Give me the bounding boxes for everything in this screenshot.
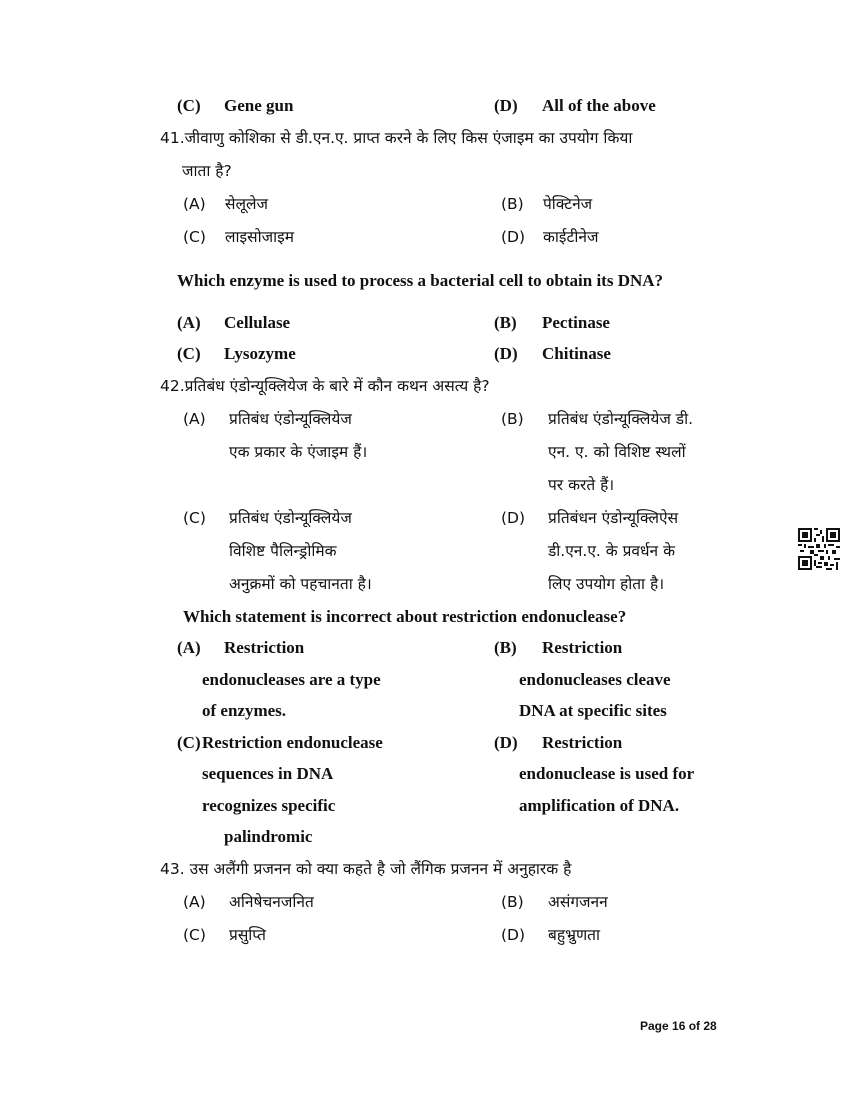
q42-hi-option-c-line3: अनुक्रमों को पहचानता है।	[229, 575, 372, 593]
q42-en-option-c-line4: palindromic	[224, 827, 313, 846]
q42-hi-option-b-line2: एन. ए. को विशिष्ट स्थलों	[548, 443, 686, 461]
q43-hi-option-d-text: बहुभ्रुणता	[548, 926, 601, 944]
q41-hindi-question-line1: 41.जीवाणु कोशिका से डी.एन.ए. प्राप्त करने के लिए किस एंजाइम का उपयोग किया	[160, 129, 633, 147]
q41-hi-option-a-text: सेलूलेज	[225, 195, 268, 213]
q42-en-option-b-line2: endonucleases cleave	[519, 670, 671, 689]
q41-english-question: Which enzyme is used to process a bacterial cell to obtain its DNA?	[177, 271, 664, 290]
q43-hindi-question: 43. उस अलैंगी प्रजनन को क्या कहते है जो लैंगिक प्रजनन में अनुहारक है	[160, 860, 572, 878]
q42-en-option-b-label: (B)	[494, 638, 517, 657]
qr-code-icon	[798, 528, 840, 570]
q43-hi-option-b-label: (B)	[501, 893, 524, 911]
q42-hi-option-a-line2: एक प्रकार के एंजाइम हैं।	[229, 443, 368, 461]
q42-hi-option-d-line2: डी.एन.ए. के प्रवर्धन के	[548, 542, 675, 560]
q42-hi-option-c-label: (C)	[183, 509, 206, 527]
q41-hi-option-d-text: काईटीनेज	[543, 228, 599, 246]
q43-hi-option-d-label: (D)	[501, 926, 526, 944]
q42-hi-option-d-label: (D)	[501, 509, 526, 527]
q42-en-option-b-line3: DNA at specific sites	[519, 701, 667, 720]
q42-hi-option-a-label: (A)	[183, 410, 206, 428]
q42-en-option-a-line2: endonucleases are a type	[202, 670, 381, 689]
q43-hi-option-b-text: असंगजनन	[548, 893, 608, 911]
q43-hi-option-a-text: अनिषेचनजनित	[229, 893, 314, 911]
q42-hi-option-a-line1: प्रतिबंध एंडोन्यूक्लियेज	[229, 410, 352, 428]
q41-hindi-question-line2: जाता है?	[182, 162, 232, 180]
q42-en-option-a-label: (A)	[177, 638, 201, 657]
q41-en-option-d-label: (D)	[494, 344, 518, 363]
q42-hi-option-d-line1: प्रतिबंधन एंडोन्यूक्लिऐस	[548, 509, 679, 527]
q41-hi-option-d-label: (D)	[501, 228, 526, 246]
q42-en-option-d-line1: Restriction	[542, 733, 623, 752]
q42-hi-option-b-line1: प्रतिबंध एंडोन्यूक्लियेज डी.	[548, 410, 694, 428]
q42-en-option-c-line1: Restriction endonuclease	[202, 733, 383, 752]
q40-option-c-label: (C)	[177, 96, 201, 115]
q41-en-option-d-text: Chitinase	[542, 344, 611, 363]
q41-en-option-c-label: (C)	[177, 344, 201, 363]
q42-en-option-a-line3: of enzymes.	[202, 701, 287, 720]
q42-en-option-c-label: (C)	[177, 733, 201, 752]
q42-hi-option-b-line3: पर करते हैं।	[548, 476, 615, 494]
q42-en-option-b-line1: Restriction	[542, 638, 623, 657]
q42-hi-option-b-label: (B)	[501, 410, 524, 428]
q41-en-option-a-label: (A)	[177, 313, 201, 332]
q42-hi-option-c-line1: प्रतिबंध एंडोन्यूक्लियेज	[229, 509, 352, 527]
q40-option-d-label: (D)	[494, 96, 518, 115]
q41-hi-option-c-text: लाइसोजाइम	[225, 228, 295, 246]
q41-en-option-b-text: Pectinase	[542, 313, 610, 332]
q40-option-c-text: Gene gun	[224, 96, 294, 115]
q43-hi-option-c-text: प्रसुप्ति	[229, 926, 266, 944]
q42-hindi-question: 42.प्रतिबंध एंडोन्यूक्लियेज के बारे में कौन कथन असत्य है?	[160, 377, 490, 395]
q41-hi-option-a-label: (A)	[183, 195, 206, 213]
q41-en-option-b-label: (B)	[494, 313, 517, 332]
q42-en-option-d-line3: amplification of DNA.	[519, 796, 680, 815]
q43-hi-option-a-label: (A)	[183, 893, 206, 911]
q42-hi-option-c-line2: विशिष्ट पैलिन्ड्रोमिक	[229, 542, 337, 560]
q42-en-option-c-line2: sequences in DNA	[202, 764, 334, 783]
page-number: Page 16 of 28	[640, 1019, 717, 1033]
q42-en-option-d-line2: endonuclease is used for	[519, 764, 695, 783]
q40-option-d-text: All of the above	[542, 96, 656, 115]
q43-hi-option-c-label: (C)	[183, 926, 206, 944]
q42-en-option-c-line3: recognizes specific	[202, 796, 336, 815]
q41-en-option-c-text: Lysozyme	[224, 344, 296, 363]
q42-hi-option-d-line3: लिए उपयोग होता है।	[548, 575, 665, 593]
q42-english-question: Which statement is incorrect about restriction endonuclease?	[183, 607, 627, 626]
q42-en-option-a-line1: Restriction	[224, 638, 305, 657]
q41-hi-option-b-text: पेक्टिनेज	[543, 195, 593, 213]
q42-en-option-d-label: (D)	[494, 733, 518, 752]
q41-en-option-a-text: Cellulase	[224, 313, 291, 332]
q41-hi-option-b-label: (B)	[501, 195, 524, 213]
q41-hi-option-c-label: (C)	[183, 228, 206, 246]
